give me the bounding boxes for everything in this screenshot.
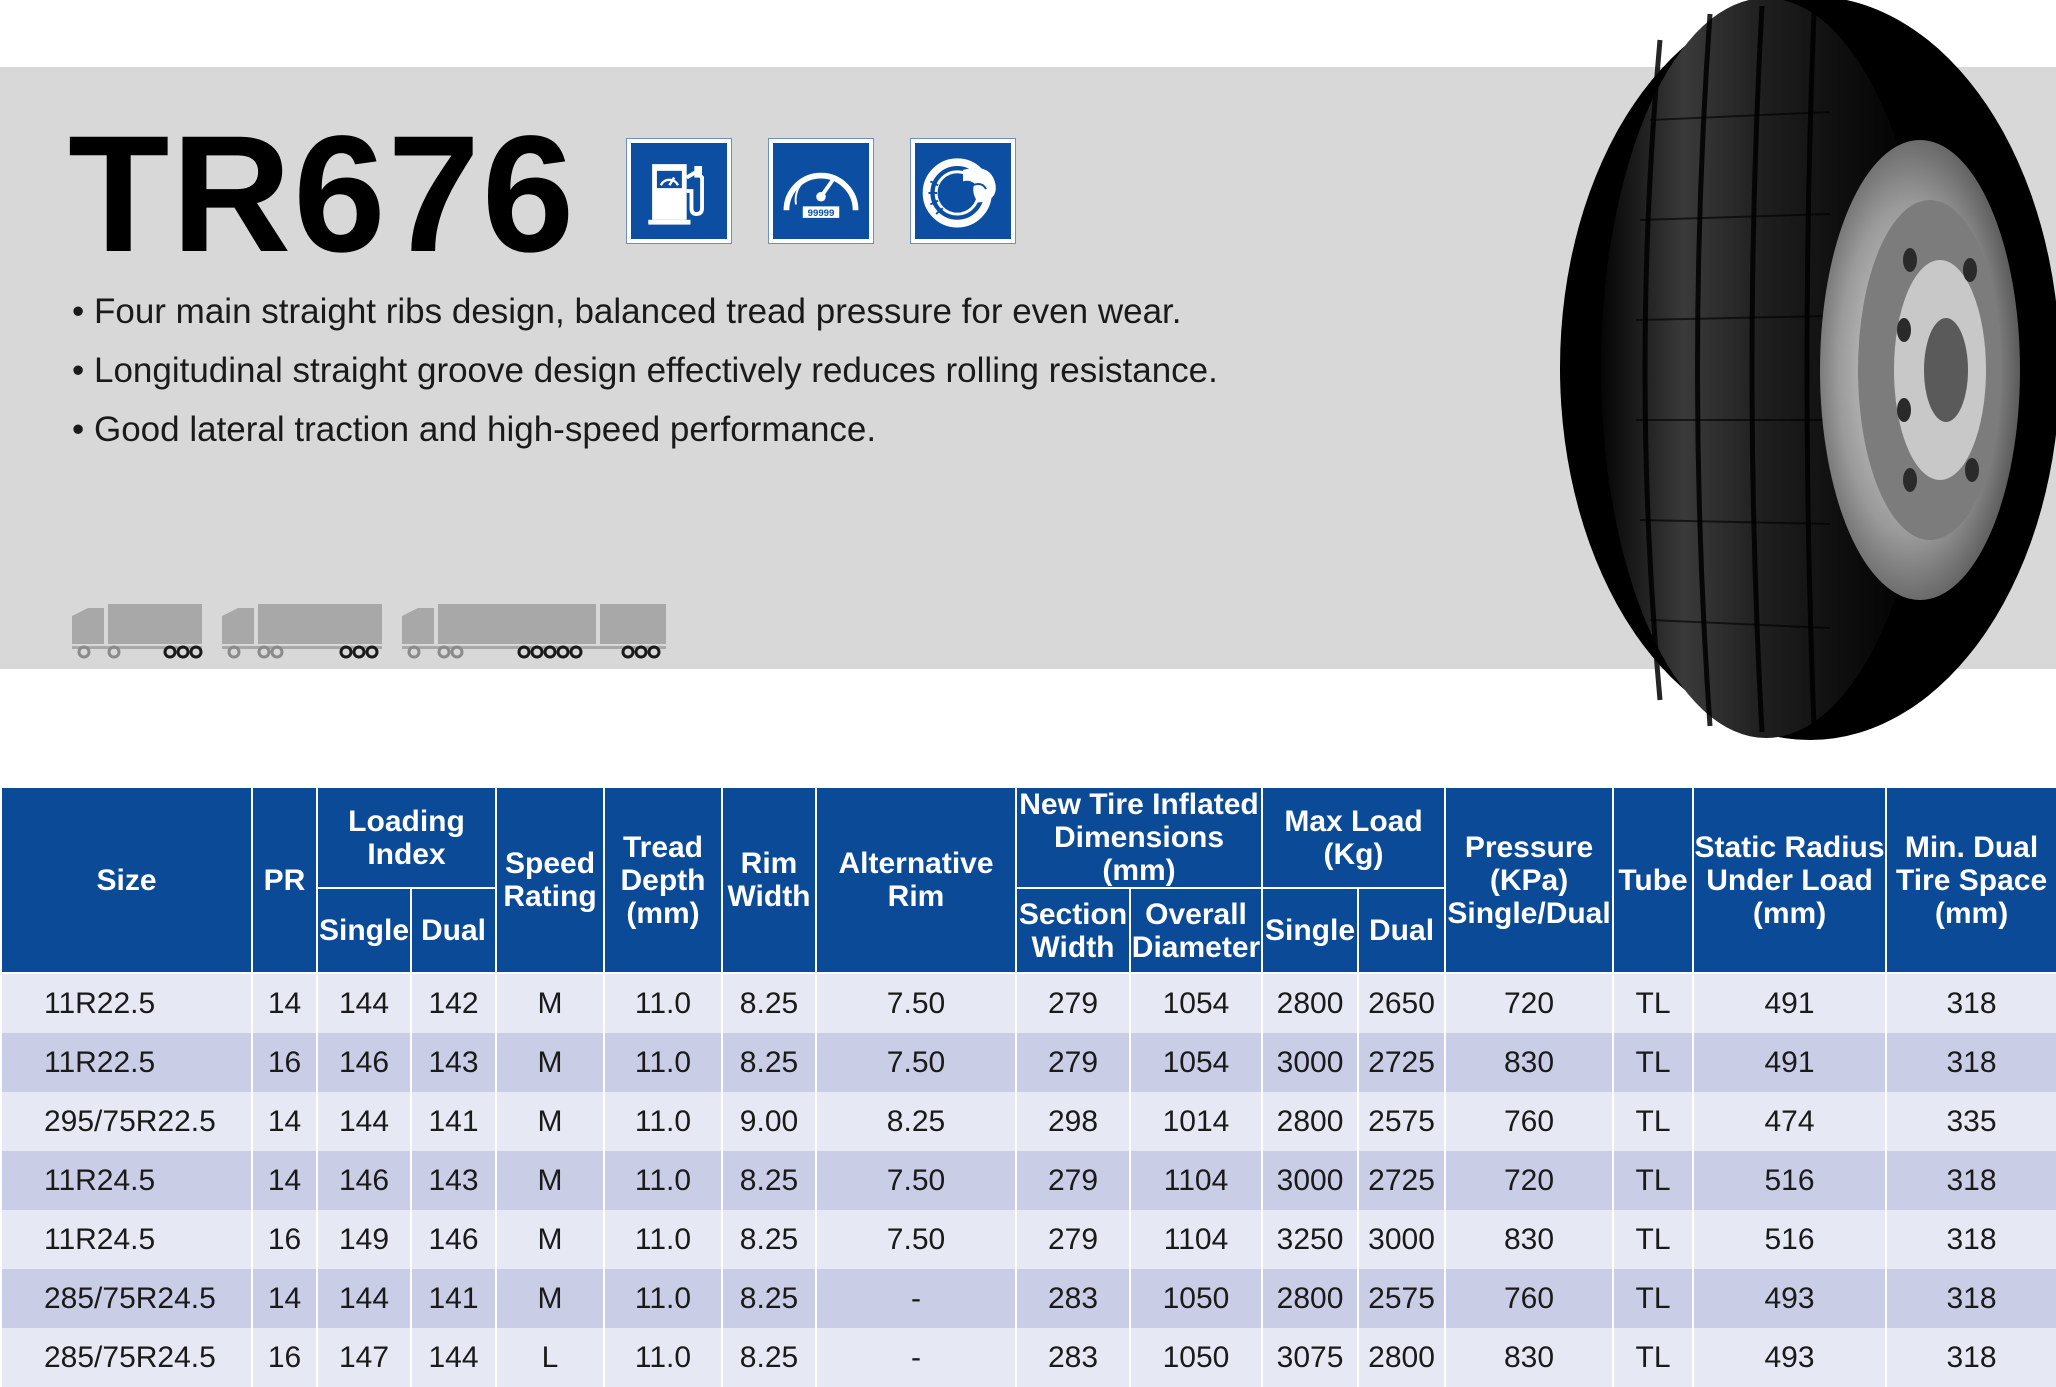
spec-table <box>0 786 2056 1387</box>
cell-speed: M <box>496 1151 604 1210</box>
cell-li-single: 149 <box>317 1210 411 1269</box>
header-alternative-rim: Alternative Rim <box>816 787 1016 973</box>
cell-tread: 11.0 <box>604 973 722 1033</box>
table-row <box>1 973 2056 1033</box>
cell-li-single: 147 <box>317 1328 411 1387</box>
cell-tube: TL <box>1613 1151 1693 1210</box>
cell-rim: 8.25 <box>722 1328 816 1387</box>
cell-tread: 11.0 <box>604 1151 722 1210</box>
header-loading-index: Loading Index <box>317 787 496 888</box>
cell-rim: 8.25 <box>722 973 816 1033</box>
cell-tube: TL <box>1613 973 1693 1033</box>
table-row <box>1 1151 2056 1210</box>
cell-dual-space: 318 <box>1886 1033 2056 1092</box>
cell-section: 279 <box>1016 973 1130 1033</box>
cell-pressure: 720 <box>1445 1151 1613 1210</box>
cell-alt-rim: 7.50 <box>816 1210 1016 1269</box>
cell-tube: TL <box>1613 1092 1693 1151</box>
tire-image <box>1500 0 2056 740</box>
truck-double-axle-trailer-icon <box>222 604 382 657</box>
cell-load-dual: 2575 <box>1358 1092 1445 1151</box>
cell-alt-rim: 8.25 <box>816 1092 1016 1151</box>
retreadable-casing-icon <box>911 139 1015 243</box>
cell-rim: 8.25 <box>722 1210 816 1269</box>
cell-pressure: 720 <box>1445 973 1613 1033</box>
cell-diameter: 1050 <box>1130 1269 1262 1328</box>
cell-speed: L <box>496 1328 604 1387</box>
bullet-item: • Good lateral traction and high-speed performance. <box>72 410 877 449</box>
bullet-item: • Four main straight ribs design, balanced tread pressure for even wear. <box>72 292 1182 331</box>
feature-bullets <box>72 282 1218 459</box>
header-max-load: Max Load (Kg) <box>1262 787 1445 888</box>
cell-pr: 14 <box>252 1092 317 1151</box>
cell-li-dual: 144 <box>411 1328 496 1387</box>
cell-rim: 8.25 <box>722 1033 816 1092</box>
table-row <box>1 1328 2056 1387</box>
cell-size: 11R24.5 <box>1 1151 252 1210</box>
cell-static-radius: 516 <box>1693 1151 1886 1210</box>
cell-li-dual: 142 <box>411 973 496 1033</box>
header-new-tire-dimensions: New Tire Inflated Dimensions (mm) <box>1016 787 1262 888</box>
cell-load-single: 3000 <box>1262 1151 1358 1210</box>
cell-static-radius: 516 <box>1693 1210 1886 1269</box>
cell-pressure: 760 <box>1445 1269 1613 1328</box>
cell-pr: 14 <box>252 1151 317 1210</box>
cell-size: 11R24.5 <box>1 1210 252 1269</box>
cell-li-dual: 141 <box>411 1092 496 1151</box>
cell-li-single: 144 <box>317 973 411 1033</box>
cell-load-single: 2800 <box>1262 1092 1358 1151</box>
cell-section: 279 <box>1016 1210 1130 1269</box>
high-mileage-icon <box>769 139 873 243</box>
cell-load-single: 2800 <box>1262 973 1358 1033</box>
cell-tread: 11.0 <box>604 1033 722 1092</box>
cell-load-single: 3000 <box>1262 1033 1358 1092</box>
cell-pressure: 760 <box>1445 1092 1613 1151</box>
cell-alt-rim: 7.50 <box>816 973 1016 1033</box>
header-rim-width: Rim Width <box>722 787 816 973</box>
product-title: TR676 <box>68 102 577 287</box>
header-tube: Tube <box>1613 787 1693 973</box>
cell-tread: 11.0 <box>604 1092 722 1151</box>
cell-rim: 8.25 <box>722 1269 816 1328</box>
cell-section: 279 <box>1016 1033 1130 1092</box>
cell-pr: 16 <box>252 1210 317 1269</box>
cell-section: 279 <box>1016 1151 1130 1210</box>
cell-load-single: 3250 <box>1262 1210 1358 1269</box>
cell-diameter: 1014 <box>1130 1092 1262 1151</box>
header-overall-diameter: Overall Diameter <box>1130 888 1262 973</box>
header-size: Size <box>1 787 252 973</box>
cell-load-dual: 2725 <box>1358 1151 1445 1210</box>
cell-pressure: 830 <box>1445 1328 1613 1387</box>
bullet-item: • Longitudinal straight groove design effectively reduces rolling resistance. <box>72 351 1218 390</box>
header-speed-rating: Speed Rating <box>496 787 604 973</box>
cell-diameter: 1104 <box>1130 1210 1262 1269</box>
table-row <box>1 1210 2056 1269</box>
cell-size: 295/75R22.5 <box>1 1092 252 1151</box>
cell-speed: M <box>496 1092 604 1151</box>
cell-load-dual: 2800 <box>1358 1328 1445 1387</box>
cell-speed: M <box>496 1210 604 1269</box>
cell-tread: 11.0 <box>604 1210 722 1269</box>
header-max-single: Single <box>1262 888 1358 973</box>
header-min-dual-space: Min. Dual Tire Space (mm) <box>1886 787 2056 973</box>
header-max-dual: Dual <box>1358 888 1445 973</box>
cell-speed: M <box>496 973 604 1033</box>
cell-dual-space: 335 <box>1886 1092 2056 1151</box>
cell-size: 11R22.5 <box>1 973 252 1033</box>
cell-pressure: 830 <box>1445 1033 1613 1092</box>
cell-tube: TL <box>1613 1210 1693 1269</box>
cell-section: 283 <box>1016 1328 1130 1387</box>
cell-alt-rim: - <box>816 1328 1016 1387</box>
cell-rim: 8.25 <box>722 1151 816 1210</box>
cell-pr: 14 <box>252 1269 317 1328</box>
fuel-saving-icon <box>627 139 731 243</box>
cell-static-radius: 493 <box>1693 1269 1886 1328</box>
table-row <box>1 1092 2056 1151</box>
header-pr: PR <box>252 787 317 973</box>
cell-static-radius: 491 <box>1693 973 1886 1033</box>
cell-tube: TL <box>1613 1328 1693 1387</box>
cell-static-radius: 493 <box>1693 1328 1886 1387</box>
cell-dual-space: 318 <box>1886 973 2056 1033</box>
cell-pr: 16 <box>252 1033 317 1092</box>
cell-tube: TL <box>1613 1033 1693 1092</box>
cell-dual-space: 318 <box>1886 1210 2056 1269</box>
cell-speed: M <box>496 1033 604 1092</box>
cell-load-single: 3075 <box>1262 1328 1358 1387</box>
cell-pr: 14 <box>252 973 317 1033</box>
header-li-dual: Dual <box>411 888 496 973</box>
header-pressure: Pressure (KPa) Single/Dual <box>1445 787 1613 973</box>
cell-rim: 9.00 <box>722 1092 816 1151</box>
cell-li-dual: 146 <box>411 1210 496 1269</box>
cell-speed: M <box>496 1269 604 1328</box>
cell-li-single: 146 <box>317 1151 411 1210</box>
cell-tread: 11.0 <box>604 1269 722 1328</box>
truck-trailer-icon <box>72 604 202 657</box>
cell-static-radius: 474 <box>1693 1092 1886 1151</box>
cell-diameter: 1054 <box>1130 973 1262 1033</box>
cell-load-single: 2800 <box>1262 1269 1358 1328</box>
odometer-readout: 99999 <box>807 207 835 219</box>
header-li-single: Single <box>317 888 411 973</box>
cell-pressure: 830 <box>1445 1210 1613 1269</box>
table-row <box>1 1269 2056 1328</box>
cell-load-dual: 3000 <box>1358 1210 1445 1269</box>
cell-dual-space: 318 <box>1886 1151 2056 1210</box>
cell-alt-rim: - <box>816 1269 1016 1328</box>
cell-pr: 16 <box>252 1328 317 1387</box>
cell-load-dual: 2575 <box>1358 1269 1445 1328</box>
header-section-width: Section Width <box>1016 888 1130 973</box>
cell-dual-space: 318 <box>1886 1328 2056 1387</box>
cell-alt-rim: 7.50 <box>816 1033 1016 1092</box>
cell-load-dual: 2725 <box>1358 1033 1445 1092</box>
road-train-icon <box>402 604 666 657</box>
cell-section: 298 <box>1016 1092 1130 1151</box>
cell-diameter: 1054 <box>1130 1033 1262 1092</box>
application-icons <box>70 604 670 660</box>
header-tread-depth: Tread Depth (mm) <box>604 787 722 973</box>
cell-alt-rim: 7.50 <box>816 1151 1016 1210</box>
cell-tube: TL <box>1613 1269 1693 1328</box>
cell-size: 285/75R24.5 <box>1 1328 252 1387</box>
cell-li-dual: 141 <box>411 1269 496 1328</box>
cell-li-dual: 143 <box>411 1151 496 1210</box>
cell-li-single: 146 <box>317 1033 411 1092</box>
header-static-radius: Static Radius Under Load (mm) <box>1693 787 1886 973</box>
cell-li-dual: 143 <box>411 1033 496 1092</box>
cell-tread: 11.0 <box>604 1328 722 1387</box>
cell-static-radius: 491 <box>1693 1033 1886 1092</box>
table-row <box>1 1033 2056 1092</box>
cell-size: 11R22.5 <box>1 1033 252 1092</box>
cell-li-single: 144 <box>317 1269 411 1328</box>
cell-section: 283 <box>1016 1269 1130 1328</box>
cell-load-dual: 2650 <box>1358 973 1445 1033</box>
cell-dual-space: 318 <box>1886 1269 2056 1328</box>
cell-diameter: 1104 <box>1130 1151 1262 1210</box>
cell-li-single: 144 <box>317 1092 411 1151</box>
cell-size: 285/75R24.5 <box>1 1269 252 1328</box>
cell-diameter: 1050 <box>1130 1328 1262 1387</box>
